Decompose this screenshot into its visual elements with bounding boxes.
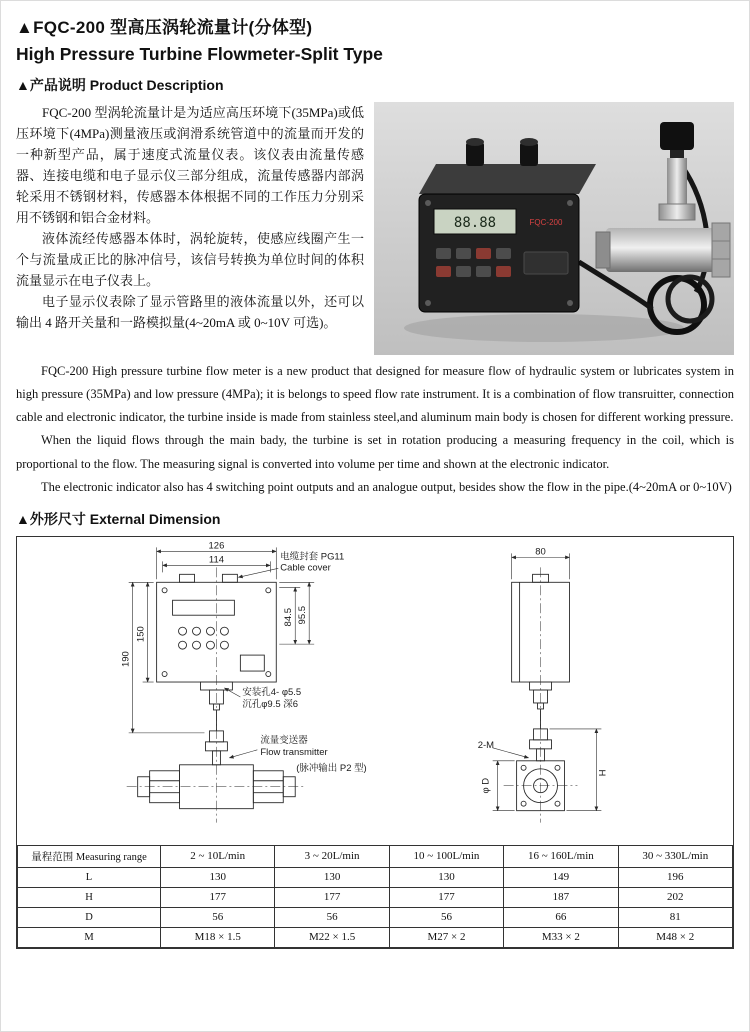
row-label: H [18,887,161,907]
description-row [16,102,734,355]
table-cell: 177 [161,887,275,907]
side-view-dimension-labels [478,546,609,793]
dim-side-width: 80 [535,546,546,558]
side-view-drawing [504,567,578,822]
table-cell: 177 [275,887,389,907]
table-cell: 81 [618,907,732,927]
dimension-drawings-box [16,536,734,949]
pulse-output-note: (脉冲输出 P2 型) [296,762,367,774]
mount-holes-label-1: 安装孔4- φ5.5 [242,686,302,698]
dim-offset-b: 95.5 [297,605,309,625]
table-cell: M48 × 2 [618,927,732,947]
page-title-en: High Pressure Turbine Flowmeter-Split Type [16,44,383,64]
dim-width-outer: 126 [208,540,225,552]
model-label: FQC-200 [529,218,563,227]
table-cell: 130 [161,867,275,887]
cable-cover-label-en: Cable cover [280,562,331,574]
table-cell: 66 [504,907,618,927]
table-cell: M18 × 1.5 [161,927,275,947]
table-header-cell: 10 ~ 100L/min [389,845,503,867]
flow-transmitter-label-en: Flow transmitter [260,746,328,758]
table-header-row [18,845,733,867]
table-cell: 177 [389,887,503,907]
table-cell: 202 [618,887,732,907]
table-cell: 196 [618,867,732,887]
product-photo [374,102,734,355]
section-heading-product-description: ▲产品说明 Product Description [16,77,224,93]
dim-offset-a: 84.5 [283,607,295,627]
thread-label: 2-M [477,739,495,751]
table-row [18,867,733,887]
table-header-cell: 2 ~ 10L/min [161,845,275,867]
en-paragraph: The electronic indicator also has 4 switching point outputs and an analogue output, besides show the flow in the pipe.(4~20mA or 0~10V) [41,479,732,494]
dim-diameter-label: φ D [480,777,492,794]
display-digits: 88.88 [453,215,497,231]
dim-width-inner: 114 [208,554,224,566]
description-chinese-text [16,102,364,334]
table-cell: 149 [504,867,618,887]
page-title-zh: ▲FQC-200 型高压涡轮流量计(分体型) [16,18,313,37]
electronic-indicator [419,138,596,312]
table-header-cell: 16 ~ 160L/min [504,845,618,867]
flow-transmitter-label-zh: 流量变送器 [260,734,308,746]
table-row [18,907,733,927]
table-cell: M27 × 2 [389,927,503,947]
cable-cover-label-zh: 电缆封套 PG11 [280,551,345,563]
table-header-cell: 3 ~ 20L/min [275,845,389,867]
zh-paragraph: 电子显示仪表除了显示管路里的液体流量以外，还可以输出 4 路开关量和一路模拟量(4~20mA 或 0~10V 可选)。 [16,294,364,331]
section-heading-external-dimension: ▲外形尺寸 External Dimension [16,510,221,527]
dimension-drawing-canvas [17,537,733,845]
table-cell: M33 × 2 [504,927,618,947]
table-header-cell: 量程范围 Measuring range [18,845,161,867]
en-paragraph: FQC-200 High pressure turbine flow meter is a new product that designed for measure flow of hydraulic system or lubricates system in high pressure (35MPa) and low pressure (4MPa); it is belongs to speed flow rate instrument. It is a combination of flow transruitter, connection cable and electronic indicator, the turbine inside is made from stainless steel,and aluminum main body is chosen for different working pressure. [16,364,734,425]
dim-height-body: 150 [135,626,147,642]
table-row [18,927,733,947]
en-paragraph: When the liquid flows through the main bady, the turbine is set in rotation producing a measuring frequency in the coil, which is proportional to the flow. The measuring signal is converted into volume per time and shown at the electronic indicator. [16,433,734,471]
table-cell: 187 [504,887,618,907]
table-cell: 130 [275,867,389,887]
table-header-cell: 30 ~ 330L/min [618,845,732,867]
table-cell: 56 [161,907,275,927]
dim-height-overall: 190 [120,650,132,667]
measuring-range-table [17,845,733,948]
table-cell: 130 [389,867,503,887]
row-label: D [18,907,161,927]
table-cell: M22 × 1.5 [275,927,389,947]
mount-holes-label-2: 沉孔φ9.5 深6 [242,698,298,710]
photo-shadow [404,314,684,342]
description-english-text [16,360,734,499]
product-photo-illustration [374,102,734,355]
row-label: L [18,867,161,887]
table-cell: 56 [389,907,503,927]
row-label: M [18,927,161,947]
front-view-dimension-labels [121,540,367,773]
table-row [18,887,733,907]
dim-height-label: H [597,769,609,776]
zh-paragraph: FQC-200 型涡轮流量计是为适应高压环境下(35MPa)或低压环境下(4MPa)测量液压或润滑系统管道中的流量而开发的一种新型产品，属于速度式流量仪表。该仪表由流量传感器、连接电缆和电子显示仪三部分组成，流量传感器内部涡轮采用不锈钢材料，传感器本体根据不同的工作压力分别采用不锈钢和铝合金材料。 [16,105,364,226]
table-cell: 56 [275,907,389,927]
zh-paragraph: 液体流经传感器本体时，涡轮旋转，使感应线圈产生一个与流量成正比的脉冲信号，该信号转换为单位时间的体积流量显示在电子仪表上。 [16,231,364,289]
